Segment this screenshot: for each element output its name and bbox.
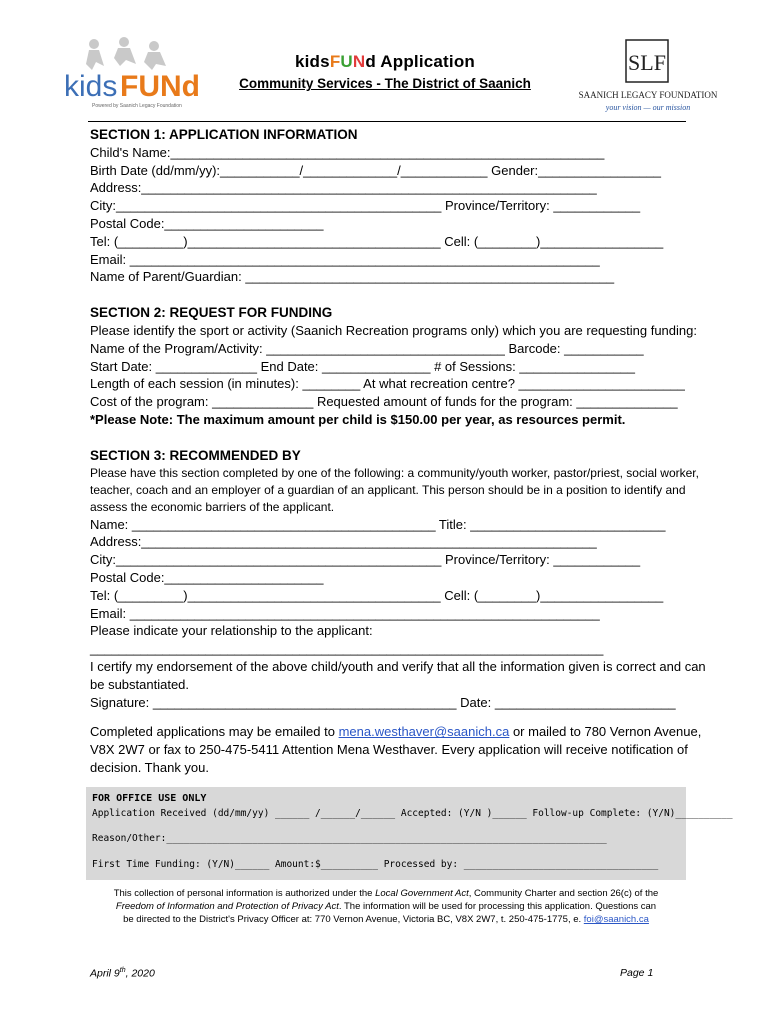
length-centre-field[interactable]: Length of each session (in minutes): ________ At what recreation centre? _______________________ <box>90 376 685 392</box>
header-divider <box>88 121 686 122</box>
slf-tagline: your vision — our mission <box>605 103 691 112</box>
child-name-field[interactable]: Child's Name:____________________________________________________________ <box>90 144 605 160</box>
recommender-postal-code-field[interactable]: Postal Code:______________________ <box>90 569 324 585</box>
office-row-first-time[interactable]: First Time Funding: (Y/N)______ Amount:$__________ Processed by: __________________________________ <box>92 859 659 870</box>
section3-heading: SECTION 3: RECOMMENDED BY <box>90 447 301 463</box>
section3-intro-line: assess the economic barriers of the applicant. <box>90 499 335 514</box>
submission-line-1: Completed applications may be emailed to mena.westhaver@saanich.ca or mailed to 780 Vernon Avenue, <box>90 724 702 740</box>
address-field[interactable]: Address:_______________________________________________________________ <box>90 180 597 196</box>
birth-date-gender-field[interactable]: Birth Date (dd/mm/yy):___________/_____________/____________ Gender:_________________ <box>90 162 662 178</box>
title-block <box>200 52 570 91</box>
privacy-line-1: This collection of personal information is authorized under the Local Government Act, Community Charter and section 26(c) of the <box>113 888 659 899</box>
submission-line-2: V8X 2W7 or fax to 250-475-5411 Attention Mena Westhaver. Every application will receive notification of <box>90 742 688 758</box>
tel-cell-field[interactable]: Tel: (_________)___________________________________ Cell: (________)_________________ <box>90 233 664 249</box>
footer-date: April 9th, 2020 <box>90 967 155 980</box>
section1-heading: SECTION 1: APPLICATION INFORMATION <box>90 127 358 142</box>
funding-note: *Please Note: The maximum amount per child is $150.00 per year, as resources permit. <box>90 411 626 427</box>
office-heading: FOR OFFICE USE ONLY <box>92 793 207 804</box>
section3-intro-line: teacher, coach and an employer of a guardian of an applicant. This person should be in a position to identify and <box>90 482 686 497</box>
slf-mark: SLF <box>628 50 666 75</box>
form-content <box>90 126 706 777</box>
children-silhouette-icon <box>86 37 166 70</box>
relationship-field[interactable]: _______________________________________________________________________ <box>90 641 604 657</box>
certify-text: I certify my endorsement of the above child/youth and verify that all the information given is correct and can <box>90 658 706 674</box>
spacer <box>90 711 680 723</box>
privacy-line-3: be directed to the District's Privacy Officer at: 770 Vernon Avenue, Victoria BC, V8X 2W7, t. 250-475-1775, e. foi@saanich.ca <box>123 914 649 925</box>
recommender-address-field[interactable]: Address:_______________________________________________________________ <box>90 534 597 550</box>
privacy-notice <box>86 887 686 926</box>
signature-date-field[interactable]: Signature: __________________________________________ Date: _________________________ <box>90 694 676 710</box>
section2-instructions: Please identify the sport or activity (Saanich Recreation programs only) which you are requesting funding: <box>90 322 697 338</box>
spacer <box>90 286 680 304</box>
page-title: kidsFUNd Application <box>294 52 476 71</box>
submission-line-3: decision. Thank you. <box>90 759 209 775</box>
recommender-city-province-field[interactable]: City:_____________________________________________ Province/Territory: ____________ <box>90 552 641 568</box>
logo-tagline: Powered by Saanich Legacy Foundation <box>92 103 182 109</box>
recommender-email-field[interactable]: Email: _________________________________________________________________ <box>90 605 600 621</box>
logo-kids-text: kids <box>64 70 118 103</box>
kidsfund-logo <box>62 36 200 110</box>
office-row-reason[interactable]: Reason/Other:_____________________________________________________________________________ <box>92 833 607 844</box>
page-subtitle: Community Services - The District of Saanich <box>239 76 531 91</box>
parent-guardian-field[interactable]: Name of Parent/Guardian: ___________________________________________________ <box>90 269 615 285</box>
certify-text: be substantiated. <box>90 676 190 692</box>
postal-code-field[interactable]: Postal Code:______________________ <box>90 215 324 231</box>
submission-email-link[interactable]: mena.westhaver@saanich.ca <box>338 724 510 740</box>
page-number: Page 1 <box>620 967 654 979</box>
section3-intro-line: Please have this section completed by one of the following: a community/youth worker, pastor/priest, social worker, <box>90 465 699 480</box>
email-field[interactable]: Email: _________________________________________________________________ <box>90 251 600 267</box>
dates-sessions-field[interactable]: Start Date: ______________ End Date: _______________ # of Sessions: ________________ <box>90 358 636 374</box>
relationship-label: Please indicate your relationship to the applicant: <box>90 623 373 639</box>
program-barcode-field[interactable]: Name of the Program/Activity: _________________________________ Barcode: ___________ <box>90 340 644 356</box>
privacy-line-2: Freedom of Information and Protection of Privacy Act. The information will be used for processing this application. Questions can <box>115 901 657 912</box>
office-row-received[interactable]: Application Received (dd/mm/yy) ______ /______/______ Accepted: (Y/N )______ Follow-up Complete: (Y/N)__________ <box>92 808 733 819</box>
spacer <box>90 429 680 447</box>
section2-heading: SECTION 2: REQUEST FOR FUNDING <box>90 305 333 321</box>
foi-email-link[interactable]: foi@saanich.ca <box>583 914 649 925</box>
office-use-box <box>86 787 733 880</box>
recommender-tel-cell-field[interactable]: Tel: (_________)___________________________________ Cell: (________)_________________ <box>90 587 664 603</box>
slf-name: SAANICH LEGACY FOUNDATION <box>578 90 718 100</box>
cost-requested-field[interactable]: Cost of the program: ______________ Requested amount of funds for the program: ______________ <box>90 394 678 410</box>
city-province-field[interactable]: City:_____________________________________________ Province/Territory: ____________ <box>90 198 641 214</box>
saanich-legacy-foundation-logo <box>578 38 718 118</box>
recommender-name-title-field[interactable]: Name: __________________________________________ Title: ___________________________ <box>90 516 666 532</box>
logo-fund-text: FUNd <box>120 70 200 103</box>
